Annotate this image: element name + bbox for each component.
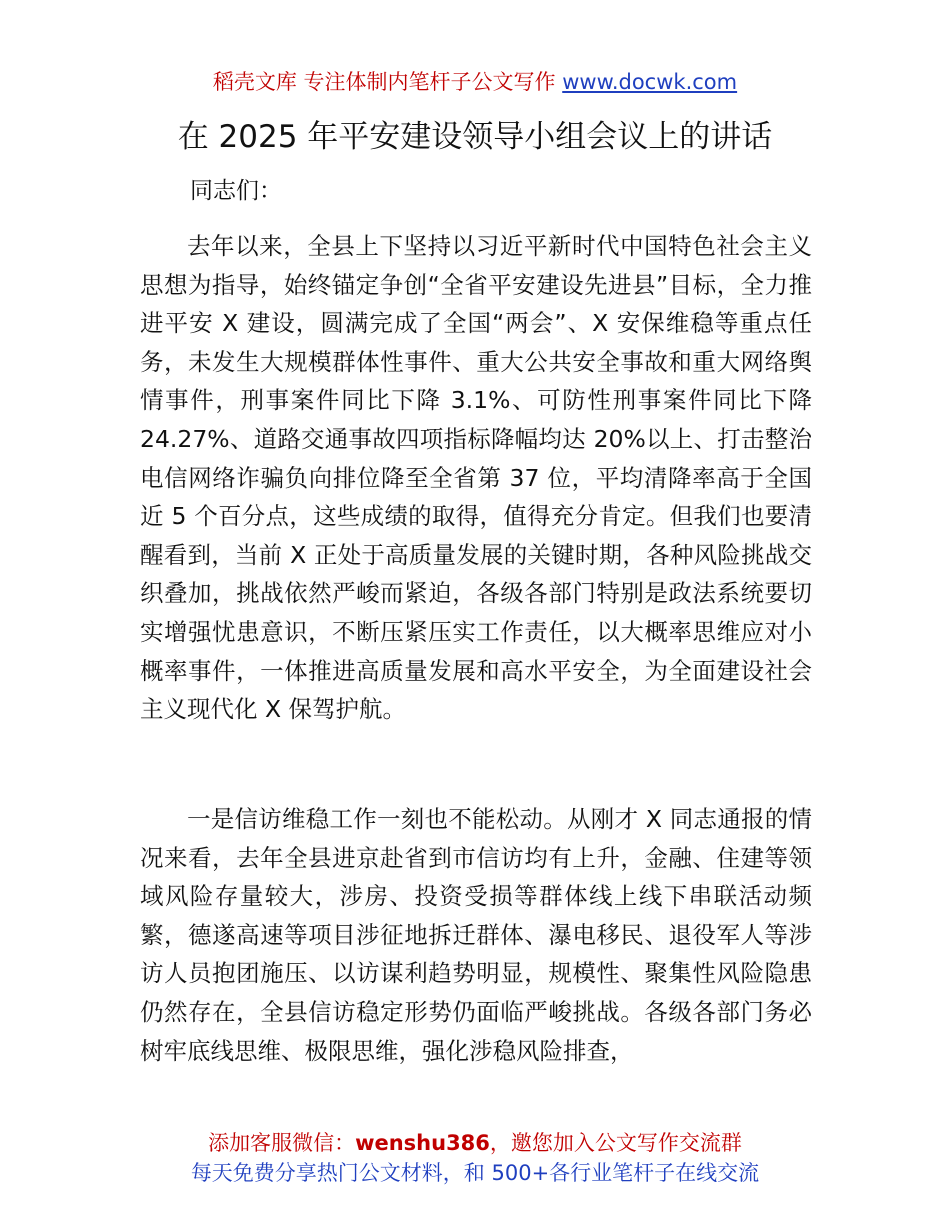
document-title: 在 2025 年平安建设领导小组会议上的讲话 <box>177 119 773 155</box>
footer-wechat-id: wenshu386 <box>355 1131 490 1155</box>
header-banner <box>0 66 950 98</box>
footer-wechat-line <box>0 1128 950 1158</box>
footer-wechat-prefix: 添加客服微信： <box>208 1131 356 1155</box>
footer-share-line: 每天免费分享热门公文材料，和 500+各行业笔杆子在线交流 <box>190 1161 760 1185</box>
salutation: 同志们： <box>190 178 282 204</box>
header-brand-text: 稻壳文库 专注体制内笔杆子公文写作 <box>212 70 563 94</box>
body-paragraph: 去年以来，全县上下坚持以习近平新时代中国特色社会主义思想为指导，始终锚定争创“全省平安建设先进县”目标，全力推进平安 X 建设，圆满完成了全国“两会”、X 安保维稳等重点任务，未发生大规模群体性事件、重大公共安全事故和重大网络舆情事件，刑事案件同比下降 3.1%、可防性刑事案件同比下降 24.27%、道路交通事故四项指标降幅均达 20%以上、打击整治电信网络诈骗负向排位降至全省第 37 位，平均清降率高于全国近 5 个百分点，这些成绩的取得，值得充分肯定。但我们也要清醒看到，当前 X 正处于高质量发展的关键时期，各种风险挑战交织叠加，挑战依然严峻而紧迫，各级各部门特别是政法系统要切实增强忧患意识，不断压紧压实工作责任，以大概率思维应对小概率事件，一体推进高质量发展和高水平安全，为全面建设社会主义现代化 X 保驾护航。 <box>140 232 812 724</box>
body-paragraph: 一是信访维稳工作一刻也不能松动。从刚才 X 同志通报的情况来看，去年全县进京赴省到市信访均有上升，金融、住建等领域风险存量较大，涉房、投资受损等群体线上线下串联活动频繁，德遂高速等项目涉征地拆迁群体、瀑电移民、退役军人等涉访人员抱团施压、以访谋利趋势明显，规模性、聚集性风险隐患仍然存在，全县信访稳定形势仍面临严峻挑战。各级各部门务必树牢底线思维、极限思维，强化涉稳风险排查， <box>140 805 812 1065</box>
footer-wechat-suffix: ，邀您加入公文写作交流群 <box>489 1131 742 1155</box>
header-site-link[interactable]: www.docwk.com <box>562 70 738 94</box>
